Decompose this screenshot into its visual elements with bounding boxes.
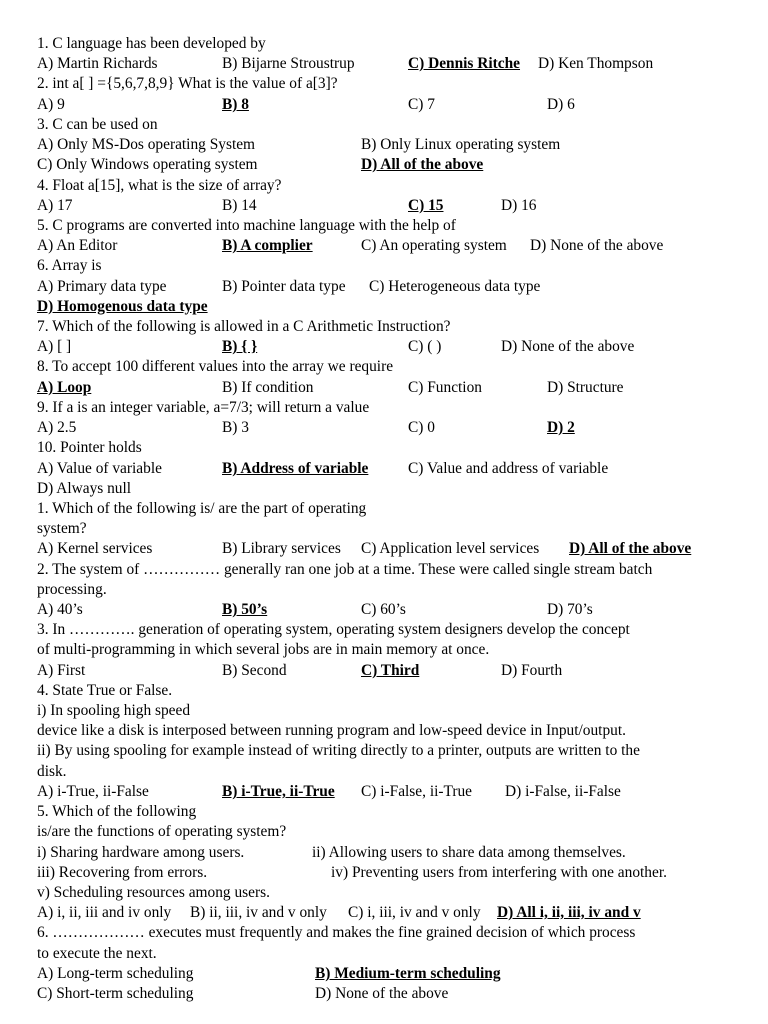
answer-option: D) Ken Thompson (538, 55, 654, 72)
answer-option: D) 6 (547, 96, 575, 113)
correct-answer-option: B) { } (222, 338, 258, 355)
answer-option: B) 14 (222, 197, 257, 214)
answer-option: B) If condition (222, 379, 314, 396)
answer-option: C) Function (408, 379, 482, 396)
answer-option: B) Second (222, 662, 287, 679)
answer-option: B) ii, iii, iv and v only (190, 904, 327, 921)
answer-option: C) Short-term scheduling (37, 985, 194, 1002)
answer-option: A) 40’s (37, 601, 83, 618)
question-text: 3. C can be used on (37, 116, 158, 133)
question-text: device like a disk is interposed between running program and low-speed device in Input/output. (37, 722, 626, 739)
question-text: 5. C programs are converted into machine language with the help of (37, 217, 456, 234)
question-text: 6. Array is (37, 257, 102, 274)
answer-option: A) [ ] (37, 338, 72, 355)
correct-answer-option: D) All of the above (569, 540, 692, 557)
question-text: 9. If a is an integer variable, a=7/3; will return a value (37, 399, 370, 416)
question-text: 2. The system of …………… generally ran one job at a time. These were called single stream batch (37, 561, 653, 578)
answer-option: C) Application level services (361, 540, 540, 557)
answer-option: D) i-False, ii-False (505, 783, 621, 800)
question-text: system? (37, 520, 87, 537)
answer-option: A) 2.5 (37, 419, 77, 436)
answer-option: D) Structure (547, 379, 624, 396)
answer-option: D) None of the above (530, 237, 664, 254)
question-text: disk. (37, 763, 67, 780)
correct-answer-option: D) 2 (547, 419, 575, 436)
correct-answer-option: B) 50’s (222, 601, 268, 618)
correct-answer-option: C) 15 (408, 197, 444, 214)
question-text: 8. To accept 100 different values into the array we require (37, 358, 394, 375)
answer-option: A) First (37, 662, 86, 679)
correct-answer-option: B) 8 (222, 96, 249, 113)
answer-option: C) 7 (408, 96, 435, 113)
question-text: 1. Which of the following is/ are the part of operating (37, 500, 367, 517)
answer-option: C) i-False, ii-True (361, 783, 473, 800)
answer-option: A) Value of variable (37, 460, 162, 477)
answer-option: D) 70’s (547, 601, 593, 618)
question-text: processing. (37, 581, 107, 598)
correct-answer-option: B) A complier (222, 237, 313, 254)
answer-option: C) i, iii, iv and v only (348, 904, 481, 921)
answer-option: C) An operating system (361, 237, 507, 254)
answer-option: B) Library services (222, 540, 341, 557)
answer-option: B) 3 (222, 419, 249, 436)
question-text: of multi-programming in which several jobs are in main memory at once. (37, 641, 490, 658)
answer-option: C) ( ) (408, 338, 442, 355)
answer-option: A) i, ii, iii and iv only (37, 904, 172, 921)
answer-option: A) An Editor (37, 237, 118, 254)
answer-option: A) Only MS-Dos operating System (37, 136, 256, 153)
answer-option: ii) Allowing users to share data among themselves. (312, 844, 626, 861)
answer-option: A) Martin Richards (37, 55, 158, 72)
question-text: 4. State True or False. (37, 682, 173, 699)
answer-option: C) 60’s (361, 601, 406, 618)
correct-answer-option: B) i-True, ii-True (222, 783, 335, 800)
question-text: ii) By using spooling for example instead of writing directly to a printer, outputs are written to the (37, 742, 640, 759)
answer-option: A) 17 (37, 197, 73, 214)
question-text: 2. int a[ ] ={5,6,7,8,9} What is the value of a[3]? (37, 75, 338, 92)
answer-option: iii) Recovering from errors. (37, 864, 208, 881)
answer-option: iv) Preventing users from interfering with one another. (331, 864, 667, 881)
question-text: D) Always null (37, 480, 132, 497)
question-text: v) Scheduling resources among users. (37, 884, 270, 901)
question-text: i) In spooling high speed (37, 702, 191, 719)
question-text: to execute the next. (37, 945, 157, 962)
answer-option: i) Sharing hardware among users. (37, 844, 245, 861)
answer-option: A) Kernel services (37, 540, 153, 557)
question-text: 4. Float a[15], what is the size of array? (37, 177, 282, 194)
answer-option: D) None of the above (315, 985, 449, 1002)
correct-answer-option: C) Third (361, 662, 420, 679)
correct-answer-option: D) All of the above (361, 156, 484, 173)
correct-answer-option: D) All i, ii, iii, iv and v (497, 904, 641, 921)
correct-answer-option: B) Medium-term scheduling (315, 965, 501, 982)
answer-option: A) Primary data type (37, 278, 167, 295)
correct-answer-option: A) Loop (37, 379, 92, 396)
correct-answer-option: B) Address of variable (222, 460, 369, 477)
answer-option: C) Heterogeneous data type (369, 278, 541, 295)
question-text: 7. Which of the following is allowed in a C Arithmetic Instruction? (37, 318, 451, 335)
answer-option: C) 0 (408, 419, 435, 436)
answer-option: A) Long-term scheduling (37, 965, 194, 982)
answer-option: B) Bijarne Stroustrup (222, 55, 355, 72)
question-text: 1. C language has been developed by (37, 35, 266, 52)
answer-option: D) 16 (501, 197, 537, 214)
question-text: 6. ……………… executes must frequently and makes the fine grained decision of which process (37, 924, 636, 941)
answer-option: A) 9 (37, 96, 65, 113)
answer-option: D) None of the above (501, 338, 635, 355)
correct-answer-option: C) Dennis Ritche (408, 55, 521, 72)
question-text: is/are the functions of operating system? (37, 823, 287, 840)
answer-option: C) Value and address of variable (408, 460, 609, 477)
question-text: 5. Which of the following (37, 803, 197, 820)
answer-option: B) Only Linux operating system (361, 136, 561, 153)
correct-answer-option: D) Homogenous data type (37, 298, 208, 315)
answer-option: A) i-True, ii-False (37, 783, 149, 800)
answer-option: C) Only Windows operating system (37, 156, 258, 173)
question-text: 10. Pointer holds (37, 439, 142, 456)
answer-option: D) Fourth (501, 662, 563, 679)
question-text: 3. In …………. generation of operating system, operating system designers develop the concept (37, 621, 630, 638)
answer-option: B) Pointer data type (222, 278, 346, 295)
